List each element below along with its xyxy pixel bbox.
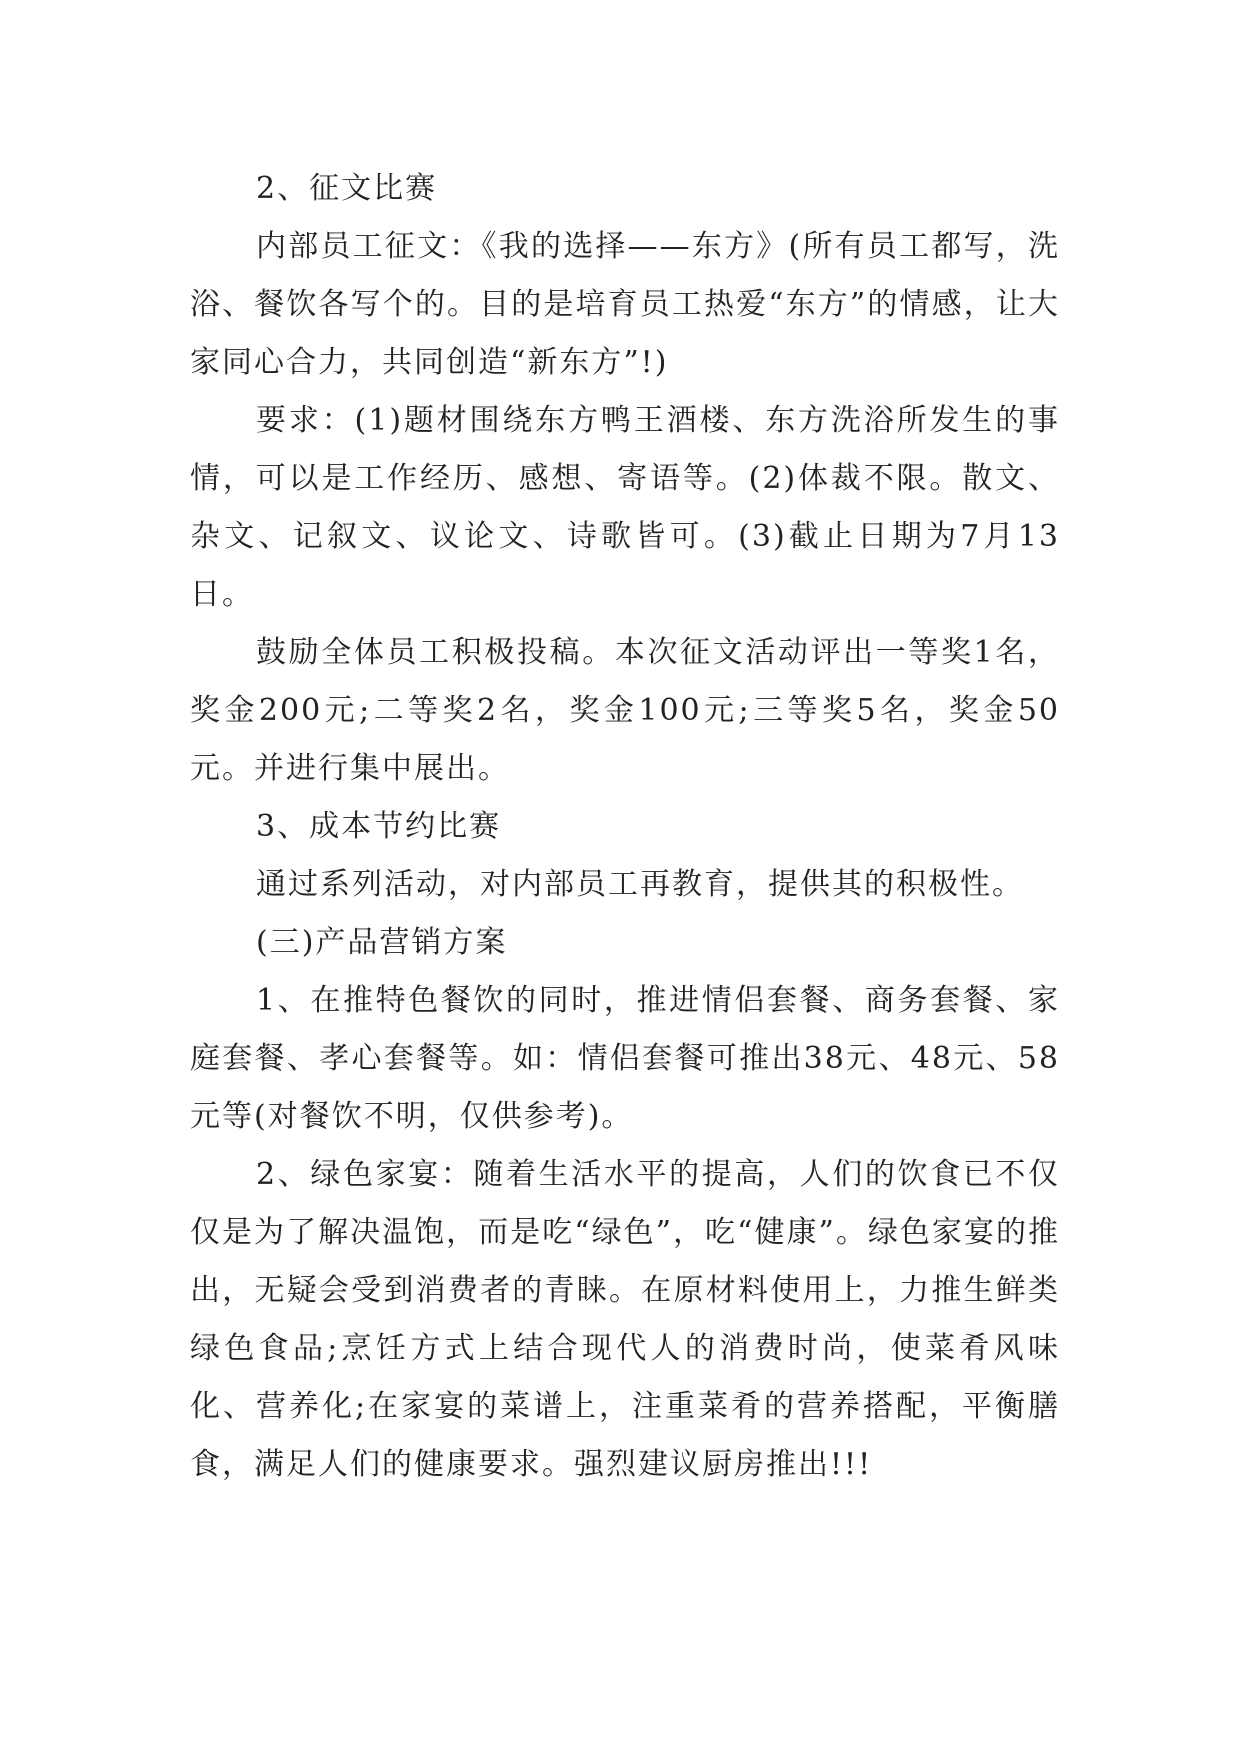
section-heading-cost-saving-contest: 3、成本节约比赛: [256, 809, 502, 844]
document-body: [190, 160, 1060, 1494]
paragraph-cost-saving: 通过系列活动，对内部员工再教育，提供其的积极性。: [256, 867, 1024, 902]
section-heading-essay-contest: 2、征文比赛: [256, 171, 438, 206]
paragraph-essay-description: 内部员工征文：《我的选择——东方》(所有员工都写，洗浴、餐饮各写个的。目的是培育员工热爱“东方”的情感，让大家同心合力，共同创造“新东方”!): [190, 229, 1060, 380]
paragraph-essay-awards: 鼓励全体员工积极投稿。本次征文活动评出一等奖1名，奖金200元;二等奖2名，奖金100元;三等奖5名，奖金50元。并进行集中展出。: [190, 635, 1060, 786]
paragraph-green-banquet: 2、绿色家宴：随着生活水平的提高，人们的饮食已不仅仅是为了解决温饱，而是吃“绿色”，吃“健康”。绿色家宴的推出，无疑会受到消费者的青睐。在原材料使用上，力推生鲜类绿色食品;烹饪方式上结合现代人的消费时尚，使菜肴风味化、营养化;在家宴的菜谱上，注重菜肴的营养搭配，平衡膳食，满足人们的健康要求。强烈建议厨房推出!!!: [190, 1157, 1060, 1482]
paragraph-set-meals: 1、在推特色餐饮的同时，推进情侣套餐、商务套餐、家庭套餐、孝心套餐等。如：情侣套餐可推出38元、48元、58元等(对餐饮不明，仅供参考)。: [190, 983, 1060, 1134]
paragraph-essay-requirements: 要求：(1)题材围绕东方鸭王酒楼、东方洗浴所发生的事情，可以是工作经历、感想、寄语等。(2)体裁不限。散文、杂文、记叙文、议论文、诗歌皆可。(3)截止日期为7月13日。: [190, 403, 1060, 612]
section-heading-marketing-plan: (三)产品营销方案: [256, 925, 508, 960]
